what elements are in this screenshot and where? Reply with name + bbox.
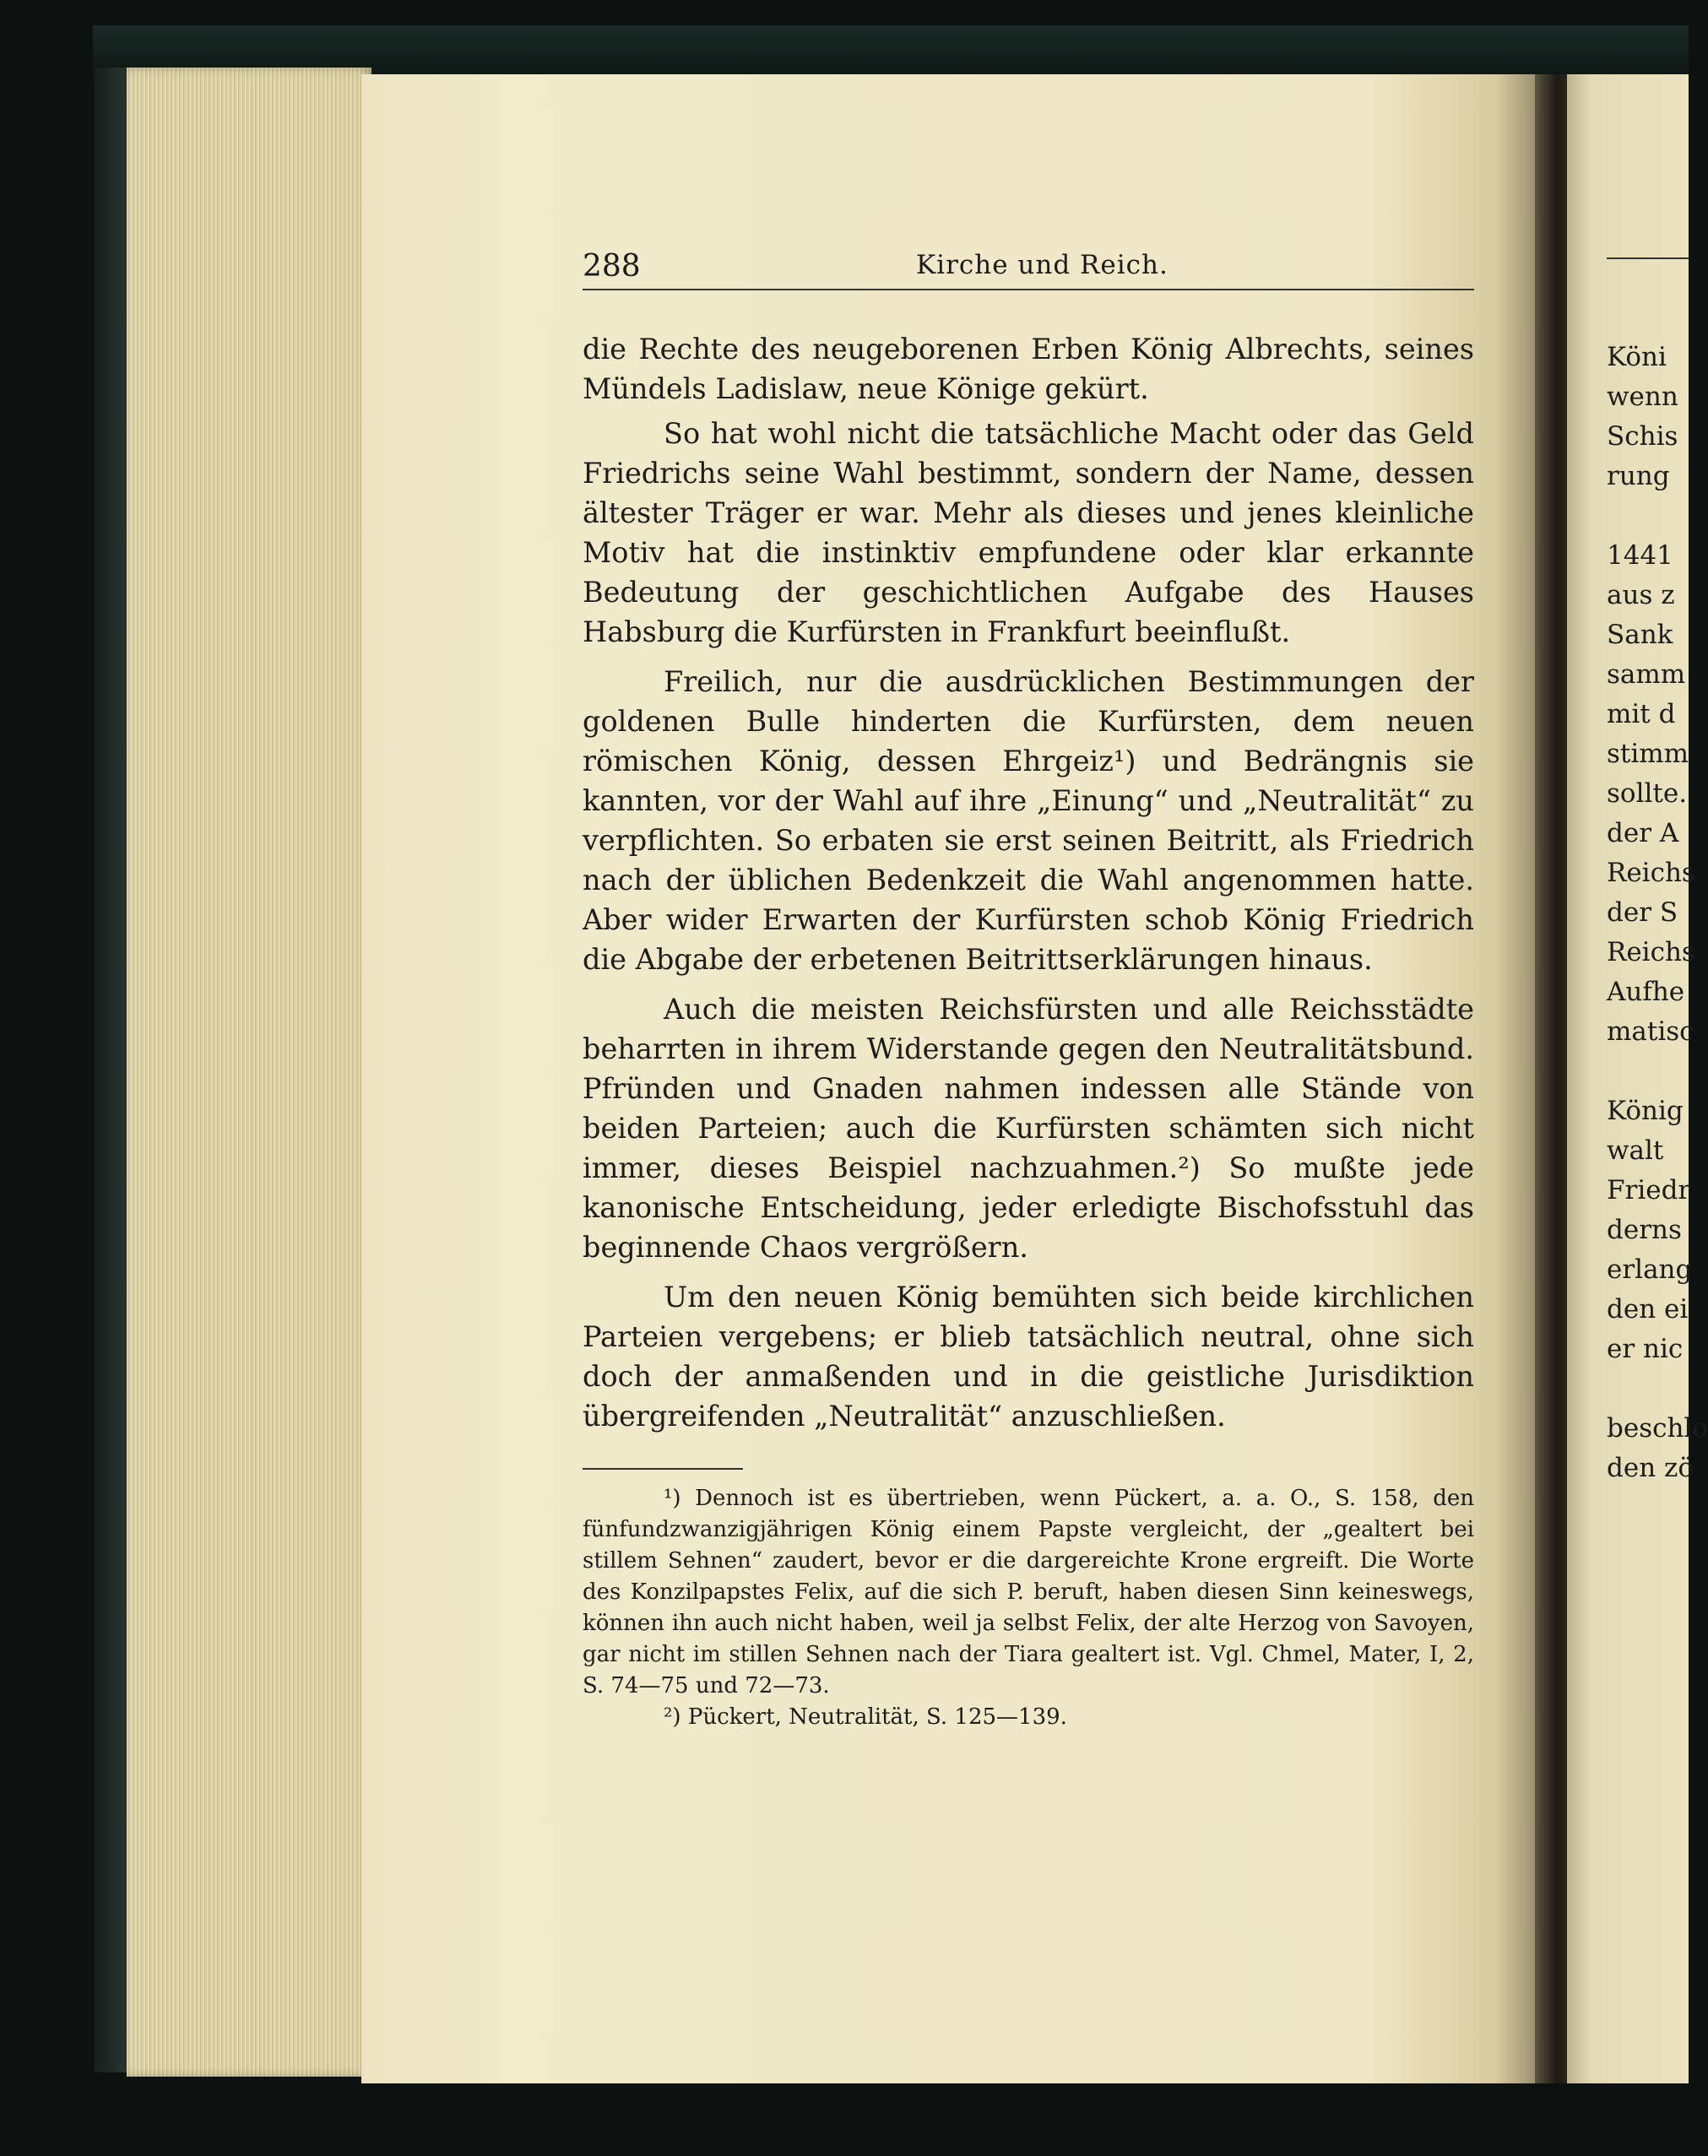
right-page-line: aus z [1607,580,1675,610]
right-page-line: König [1607,1096,1684,1126]
right-page-line: Sank [1607,620,1673,650]
right-page-line: beschlo [1607,1413,1708,1444]
right-page-line: Reichs [1607,937,1695,967]
page-number: 288 [583,249,641,284]
footnote: ¹) Dennoch ist es übertrieben, wenn Pückert, a. a. O., S. 158, den fünfundzwanzigjährigen König einem Papste vergleicht, der „gealtert bei stillem Sehnen“ zaudert, bevor er die dargereichte Krone ergreift. Die Worte des Konzilpapstes Felix, auf die sich P. beruft, haben diesen Sinn keineswegs, können ihn auch nicht haben, weil ja selbst Felix, der alte Herzog von Savoyen, gar nicht im stillen Sehnen nach der Tiara gealtert ist. Vgl. Chmel, Mater, I, 2, S. 74—75 und 72—73. [583,1486,1474,1698]
right-page-line: matisc [1607,1016,1694,1047]
paragraph: Um den neuen König bemühten sich beide kirchlichen Parteien vergebens; er blieb tatsächlich neutral, ohne sich doch der anmaßenden und in die geistliche Jurisdiktion übergreifenden „Neutralität“ anzuschließen. [583,1281,1474,1433]
right-page-line: der S [1607,897,1678,928]
book-gutter [1535,74,1570,2083]
right-page-line: Reichs [1607,858,1695,888]
right-page-line: mit d [1607,699,1676,729]
right-page-header-rule [1607,257,1689,259]
page-edges [127,68,371,2077]
right-page-gap [1607,496,1689,536]
right-page-line: 1441 [1607,540,1673,571]
right-page-line: samm [1607,659,1686,690]
right-page-line: der A [1607,818,1679,848]
right-page-line: Friedr [1607,1175,1691,1205]
right-page-line: Schis [1607,421,1678,452]
right-page-line: den ei [1607,1294,1689,1324]
right-page-line: er nic [1607,1334,1684,1364]
right-page-line: erlang [1607,1254,1693,1285]
paragraph: Auch die meisten Reichsfürsten und alle Reichsstädte beharrten in ihrem Widerstande gegen den Neutralitätsbund. Pfründen und Gnaden nahmen indessen alle Stände von beiden Parteien; auch die Kurfürsten schämten sich nicht immer, dieses Beispiel nachzuahmen.²) So mußte jede kanonische Entscheidung, jeder erledigte Bischofsstuhl das beginnende Chaos vergrößern. [583,993,1474,1264]
right-page-line: Aufhe [1607,977,1685,1007]
running-title: Kirche und Reich. [916,250,1168,280]
right-page-gap [1607,1369,1689,1409]
right-page-line: walt [1607,1135,1664,1166]
paragraph: die Rechte des neugeborenen Erben König Albrechts, seines Mündels Ladislaw, neue Könige gekürt. [583,333,1474,405]
right-page-line: rung [1607,461,1670,491]
right-page-text [1607,338,1708,1488]
page-header [583,246,1474,290]
footnote: ²) Pückert, Neutralität, S. 125—139. [664,1704,1067,1730]
right-page-line: sollte. [1607,778,1688,809]
footnotes [583,1483,1474,1733]
main-text [583,329,1474,1436]
right-page-line: stimm [1607,739,1689,769]
right-page-line: Köni [1607,342,1667,372]
paragraph: Freilich, nur die ausdrücklichen Bestimmungen der goldenen Bulle hinderten die Kurfürsten, dem neuen römischen König, dessen Ehrgeiz¹) und Bedrängnis sie kannten, vor der Wahl auf ihre „Einung“ und „Neutralität“ zu verpflichten. So erbaten sie erst seinen Beitritt, als Friedrich nach der üblichen Bedenkzeit die Wahl angenommen hatte. Aber wider Erwarten der Kurfürsten schob König Friedrich die Abgabe der erbetenen Beitrittserklärungen hinaus. [583,665,1474,976]
right-page-line: den zö [1607,1453,1694,1483]
right-page-line: derns [1607,1215,1682,1245]
paragraph: So hat wohl nicht die tatsächliche Macht oder das Geld Friedrichs seine Wahl bestimmt, sondern der Name, dessen ältester Träger er war. Mehr als dieses und jenes kleinliche Motiv hat die instinktiv empfundene oder klar erkannte Bedeutung der geschichtlichen Aufgabe des Hauses Habsburg die Kurfürsten in Frankfurt beeinflußt. [583,417,1474,648]
right-page-gap [1607,1052,1689,1092]
right-page-line: wenn [1607,382,1678,412]
footnote-rule [583,1468,743,1470]
